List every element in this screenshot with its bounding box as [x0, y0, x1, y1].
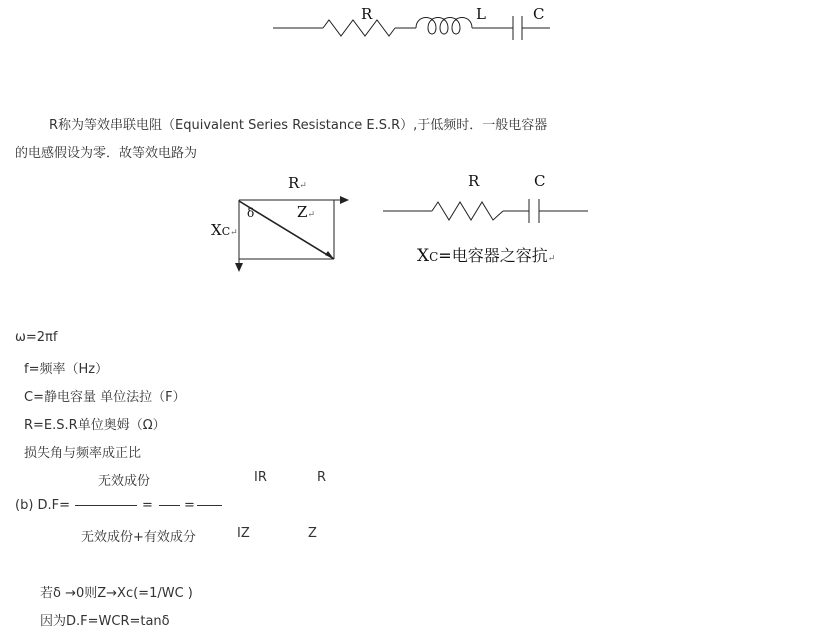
- fraction-bar: [197, 505, 222, 506]
- df-numerator-2: IR: [254, 470, 267, 485]
- vector-xc-label: XC↵: [211, 221, 238, 239]
- arrow-down-icon: [235, 263, 243, 272]
- resistor-symbol: [432, 202, 503, 220]
- rc-capacitor-label: C: [534, 172, 546, 190]
- loss-angle-statement: 损失角与频率成正比: [24, 446, 142, 461]
- rc-circuit-diagram: [0, 0, 820, 260]
- frequency-definition: f=频率（Hz）: [24, 362, 109, 377]
- df-tan-delta-statement: 因为D.F=WCR=tanδ: [40, 614, 170, 629]
- df-denominator-1: 无效成份+有效成分: [81, 530, 196, 545]
- fraction-bar: [75, 505, 137, 506]
- paragraph-line-1: R称为等效串联电阻（Equivalent Series Resistance E.S.R）,于低频时．一般电容器: [49, 118, 548, 133]
- vector-z-label: Z↵: [297, 203, 315, 221]
- df-denominator-2: IZ: [237, 526, 250, 541]
- df-denominator-3: Z: [308, 526, 317, 541]
- equals-sign: =: [184, 498, 195, 513]
- vector-r-label: R↵: [288, 174, 307, 192]
- capacitor-label: C: [533, 5, 545, 23]
- fraction-bar: [159, 505, 180, 506]
- capacitance-definition: C=静电容量 单位法拉（F）: [24, 390, 186, 405]
- omega-formula: ω=2πf: [15, 330, 58, 345]
- resistor-label: R: [361, 5, 373, 23]
- df-numerator-3: R: [317, 470, 327, 485]
- delta-label: δ: [247, 206, 255, 220]
- equals-sign: =: [142, 498, 153, 513]
- esr-definition: R=E.S.R单位奥姆（Ω）: [24, 418, 166, 433]
- df-label: (b) D.F=: [15, 498, 71, 513]
- df-numerator-1: 无效成份: [98, 474, 151, 489]
- inductor-label: L: [476, 5, 486, 23]
- limit-statement: 若δ →0则Z→Xc(=1/WC ): [40, 586, 193, 601]
- rc-resistor-label: R: [468, 172, 480, 190]
- paragraph-line-2: 的电感假设为零．故等效电路为: [15, 146, 198, 161]
- xc-caption: XC=电容器之容抗↵: [417, 246, 556, 266]
